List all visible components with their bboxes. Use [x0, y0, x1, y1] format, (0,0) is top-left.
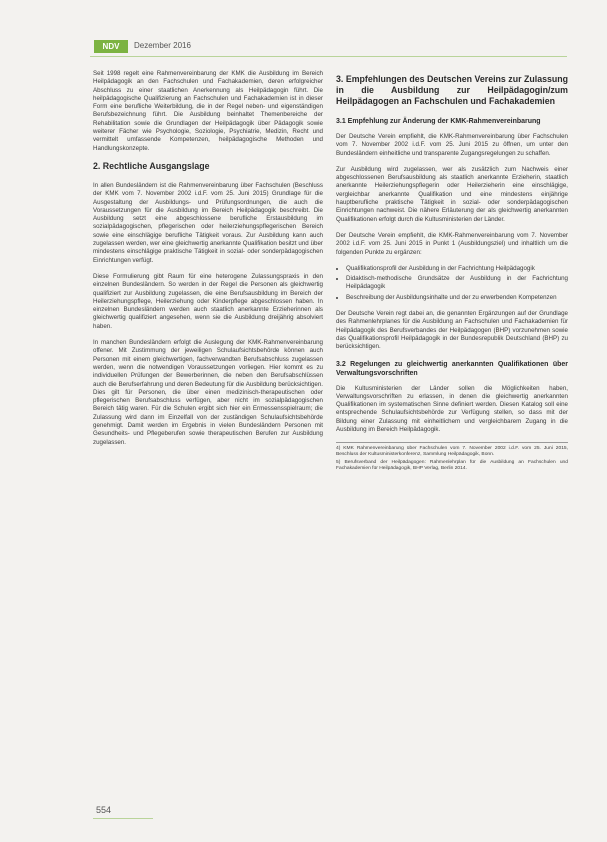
footnotes — [336, 442, 568, 472]
header-date: Dezember 2016 — [134, 41, 191, 50]
recommendation-paragraph-2: Zur Ausbildung wird zugelassen, wer als zusätzlich zum Nachweis einer abgeschlossenen Berufsausbildung als staatlich anerkannte Erzieherin, staatlich anerkannte Heilerziehungspflegerin oder Heilerzieherin eine einschlägige, vergleichbar anerkannte Qualifikation und eine mindestens einjährige hauptberufliche praktische Tätigkeit in sozial- oder sonderpädagogischen Einrichtungen nachweist. Die nähere Erläuterung der als gleichwertig anerkannten Qualifikationen erfolgt durch die Kultusministerien der Länder. — [336, 165, 568, 223]
list-item: • Didaktisch-methodische Grundsätze der Ausbildung in der Fachrichtung Heilpädagogik — [346, 275, 568, 292]
footer-rule — [93, 818, 153, 819]
left-column — [93, 70, 323, 455]
subsection-heading-3-1: 3.1 Empfehlung zur Änderung der KMK-Rahmenvereinbarung — [336, 118, 541, 125]
header-rule — [90, 56, 567, 57]
footnote-4: 4) KMK Rahmenvereinbarung über Fachschulen vom 7. November 2002 i.d.F. vom 25. Juni 2015, Beschluss der Kultusministerkonferenz, Sammlung Heilpädagogik, Bonn. — [336, 446, 568, 458]
intro-paragraph: Seit 1998 regelt eine Rahmenvereinbarung der KMK die Ausbildung im Bereich Heilpädagogik an den Fachschulen und Fachakademien, deren erfolgreicher Abschluss zu einer staatlichen Anerkennung als Heilpädagogin führt. Die heilpädagogische Qualifizierung an Fachschulen und Fachakademien ist in dieser Form eine berufliche Weiterbildung, die in der Regel neben- und eigenständigen Berufsbezeichnung führt. Die Ausbildung beinhaltet Themenbereiche der Rehabilitation sowie die Grundlagen der Heilpädagogik über Pädagogik sowie weiterer Fächer wie Psychologie, Soziologie, Psychiatrie, Medizin, Recht und vermittelt umfassende Kompetenzen, heilpädagogische Methoden und Handlungskonzepte. — [93, 70, 323, 152]
page-header — [90, 40, 567, 54]
recommendation-paragraph-4: Der Deutsche Verein regt dabei an, die genannten Ergänzungen auf der Grundlage des Rahmenlehrplanes für die Ausbildung an Fachschulen und Fachakademien für Heilpädagogik des Berufsverbandes der Heilpädagogen (BHP) vorzunehmen sowie das Qualifikationsprofil Heilpädagogik in der Bundesrepublik Deutschland (BHP) zu berücksichtigen. — [336, 310, 568, 351]
recommendation-paragraph-1: Der Deutsche Verein empfiehlt, die KMK-Rahmenvereinbarung über Fachschulen vom 7. November 2002 i.d.F. vom 25. Juni 2015 zu öffnen, um unter den Bundesländern einheitliche und transparente Zugangsregelungen zu schaffen. — [336, 133, 568, 157]
page-number: 554 — [96, 805, 112, 815]
right-column — [336, 70, 568, 474]
recommendation-list — [336, 265, 568, 302]
list-item: • Qualifikationsprofil der Ausbildung in der Fachrichtung Heilpädagogik — [346, 265, 568, 273]
legal-paragraph-1: In allen Bundesländern ist die Rahmenvereinbarung über Fachschulen (Beschluss der KMK vom 7. November 2002 i.d.F. vom 25. Juni 2015) Grundlage für die Ausgestaltung der Ausbildungs- und Prüfungsordnungen, die auch die Voraussetzungen für die Ausbildung im Bereich Heilpädagogik beschreibt. Die Ausbildung setzt eine abgeschlossene berufliche Erstausbildung im sozialpädagogischen, pflegerischen oder heilerziehungspflegerischen Bereich sowie eine einschlägige berufliche Tätigkeit voraus. Zur Ausbildung kann auch zugelassen werden, wer eine gleichwertig anerkannte Qualifikation besitzt und über mindestens einschlägige praktische Tätigkeit in sozial- oder sonderpädagogischen Einrichtungen verfügt. — [93, 181, 323, 264]
section-heading-recommendations: 3. Empfehlungen des Deutschen Vereins zur Zulassung in die Ausbildung zur Heilpädagogin/zum Heilpädagogen an Fachschulen und Fachakademien — [336, 74, 568, 106]
recommendation-paragraph-5: Die Kultusministerien der Länder sollen die Möglichkeiten haben, Verwaltungsvorschriften zu erlassen, in denen die gleichwertig anerkannten Qualifikationen im systematischen Sinne definiert werden. Diesen Katalog soll eine entsprechende Schulaufsichtsbehörde zur Verfügung stellen, so dass mit der Bildung einer Zulassung mit einheitlichem und vergleichbarem Zugang in die Ausbildung im Bereich Heilpädagogik. — [336, 384, 568, 434]
subsection-heading-3-2: 3.2 Regelungen zu gleichwertig anerkannten Qualifikationen über Verwaltungsvorschriften — [336, 360, 568, 377]
legal-paragraph-3: In manchen Bundesländern erfolgt die Auslegung der KMK-Rahmenvereinbarung offener. Mit Zustimmung der jeweiligen Schulaufsichtsbehörde können auch Personen mit einem gleichwertigen, fachverwandten Berufsabschluss zugelassen werden, wenn die notwendigen Voraussetzungen vorliegen. Hier kommt es zu individuellen Prüfungen der Bewerberinnen, die neben den Berufsabschlüssen auch die Berufserfahrung und deren Bedeutung für die Ausbildung berücksichtigen. Dies gilt für Personen, die über einen medizinisch-therapeutischen oder pflegerischen Berufsabschluss verfügen, aber nicht im sozialpädagogischen Bereich tätig waren. Für die Schulen ergibt sich hier ein Ermessensspielraum; die Zulassung wird dann im Einzelfall von der zuständigen Schulaufsichtsbehörde genehmigt. Damit werden im Ergebnis in vielen Bundesländern Personen mit Gesundheits- und Pflegeberufen sowie therapeutischen Berufen zur Ausbildung zugelassen. — [93, 339, 323, 446]
list-item: • Beschreibung der Ausbildungsinhalte und der zu erwerbenden Kompetenzen — [346, 294, 568, 302]
recommendation-paragraph-3: Der Deutsche Verein empfiehlt, die KMK-Rahmenvereinbarung vom 7. November 2002 i.d.F. vom 25. Juni 2015 in Punkt 1 (Ausbildungsziel) und inhaltlich um die folgenden Punkte zu ergänzen: — [336, 231, 568, 256]
ndv-logo: NDV — [94, 40, 128, 53]
legal-paragraph-2: Diese Formulierung gibt Raum für eine heterogene Zulassungspraxis in den einzelnen Bundesländern. So werden in der Regel die Personen als gleichwertig qualifiziert zur Ausbildung zugelassen, die eine Berufsausbildung im Bereich der Heilerziehungspflege, Heilerziehung oder Kinderpflege abgeschlossen haben. In einzelnen Bundesländern werden auch staatlich anerkannte Erzieherinnen als gleichwertig qualifiziert angesehen, wenn sie die Ausbildung dreijährig absolviert haben. — [93, 272, 323, 330]
section-heading-legal-basis: 2. Rechtliche Ausgangslage — [93, 160, 210, 171]
footnote-5: 5) Berufsverband der Heilpädagogen: Rahmenlehrplan für die Ausbildung an Fachschulen und Fachakademien für Heilpädagogik, BHP Verlag, Berlin 2014. — [336, 460, 568, 472]
